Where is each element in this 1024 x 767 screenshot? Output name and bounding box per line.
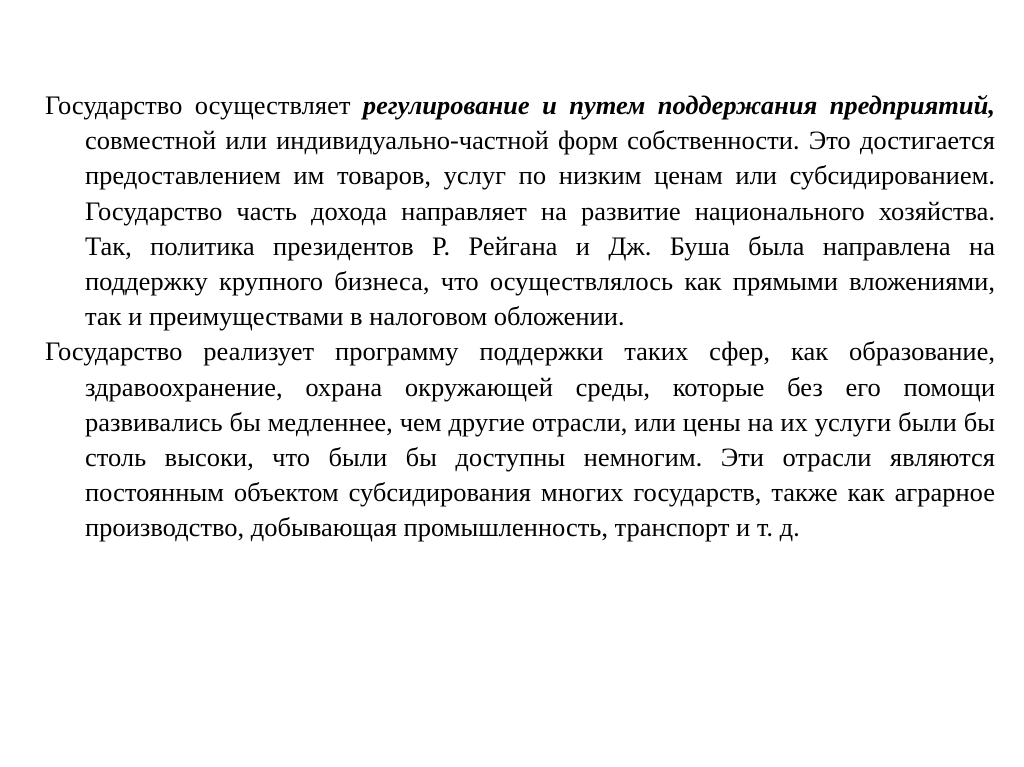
paragraph-1 bbox=[45, 88, 995, 334]
paragraph-1-lead: Государство осуществляет bbox=[45, 90, 363, 120]
paragraph-1-emphasis: регулирование и путем поддержания предприятий, bbox=[362, 90, 996, 120]
text-body bbox=[45, 88, 995, 546]
paragraph-1-rest: совместной или индивидуально-частной форм собственности. Это достигается предоставлением им товаров, услуг по низким ценам или субсидированием. Государство часть дохода направляет на развитие национального хозяйства. Так, политика президентов Р. Рейгана и Дж. Буша была направлена на поддержку крупного бизнеса, что осуществлялось как прямыми вложениями, так и преимуществами в налоговом обложении. bbox=[85, 125, 995, 332]
paragraph-2-text: Государство реализует программу поддержки таких сфер, как образование, здравоохранение, охрана окружающей среды, которые без его помощи развивались бы медленнее, чем другие отрасли, или цены на их услуги были бы столь высоки, что были бы доступны немногим. Эти отрасли являются постоянным объектом субсидирования многих государств, также как аграрное производство, добывающая промышленность, транспорт и т. д. bbox=[45, 336, 995, 543]
paragraph-2 bbox=[45, 334, 995, 545]
